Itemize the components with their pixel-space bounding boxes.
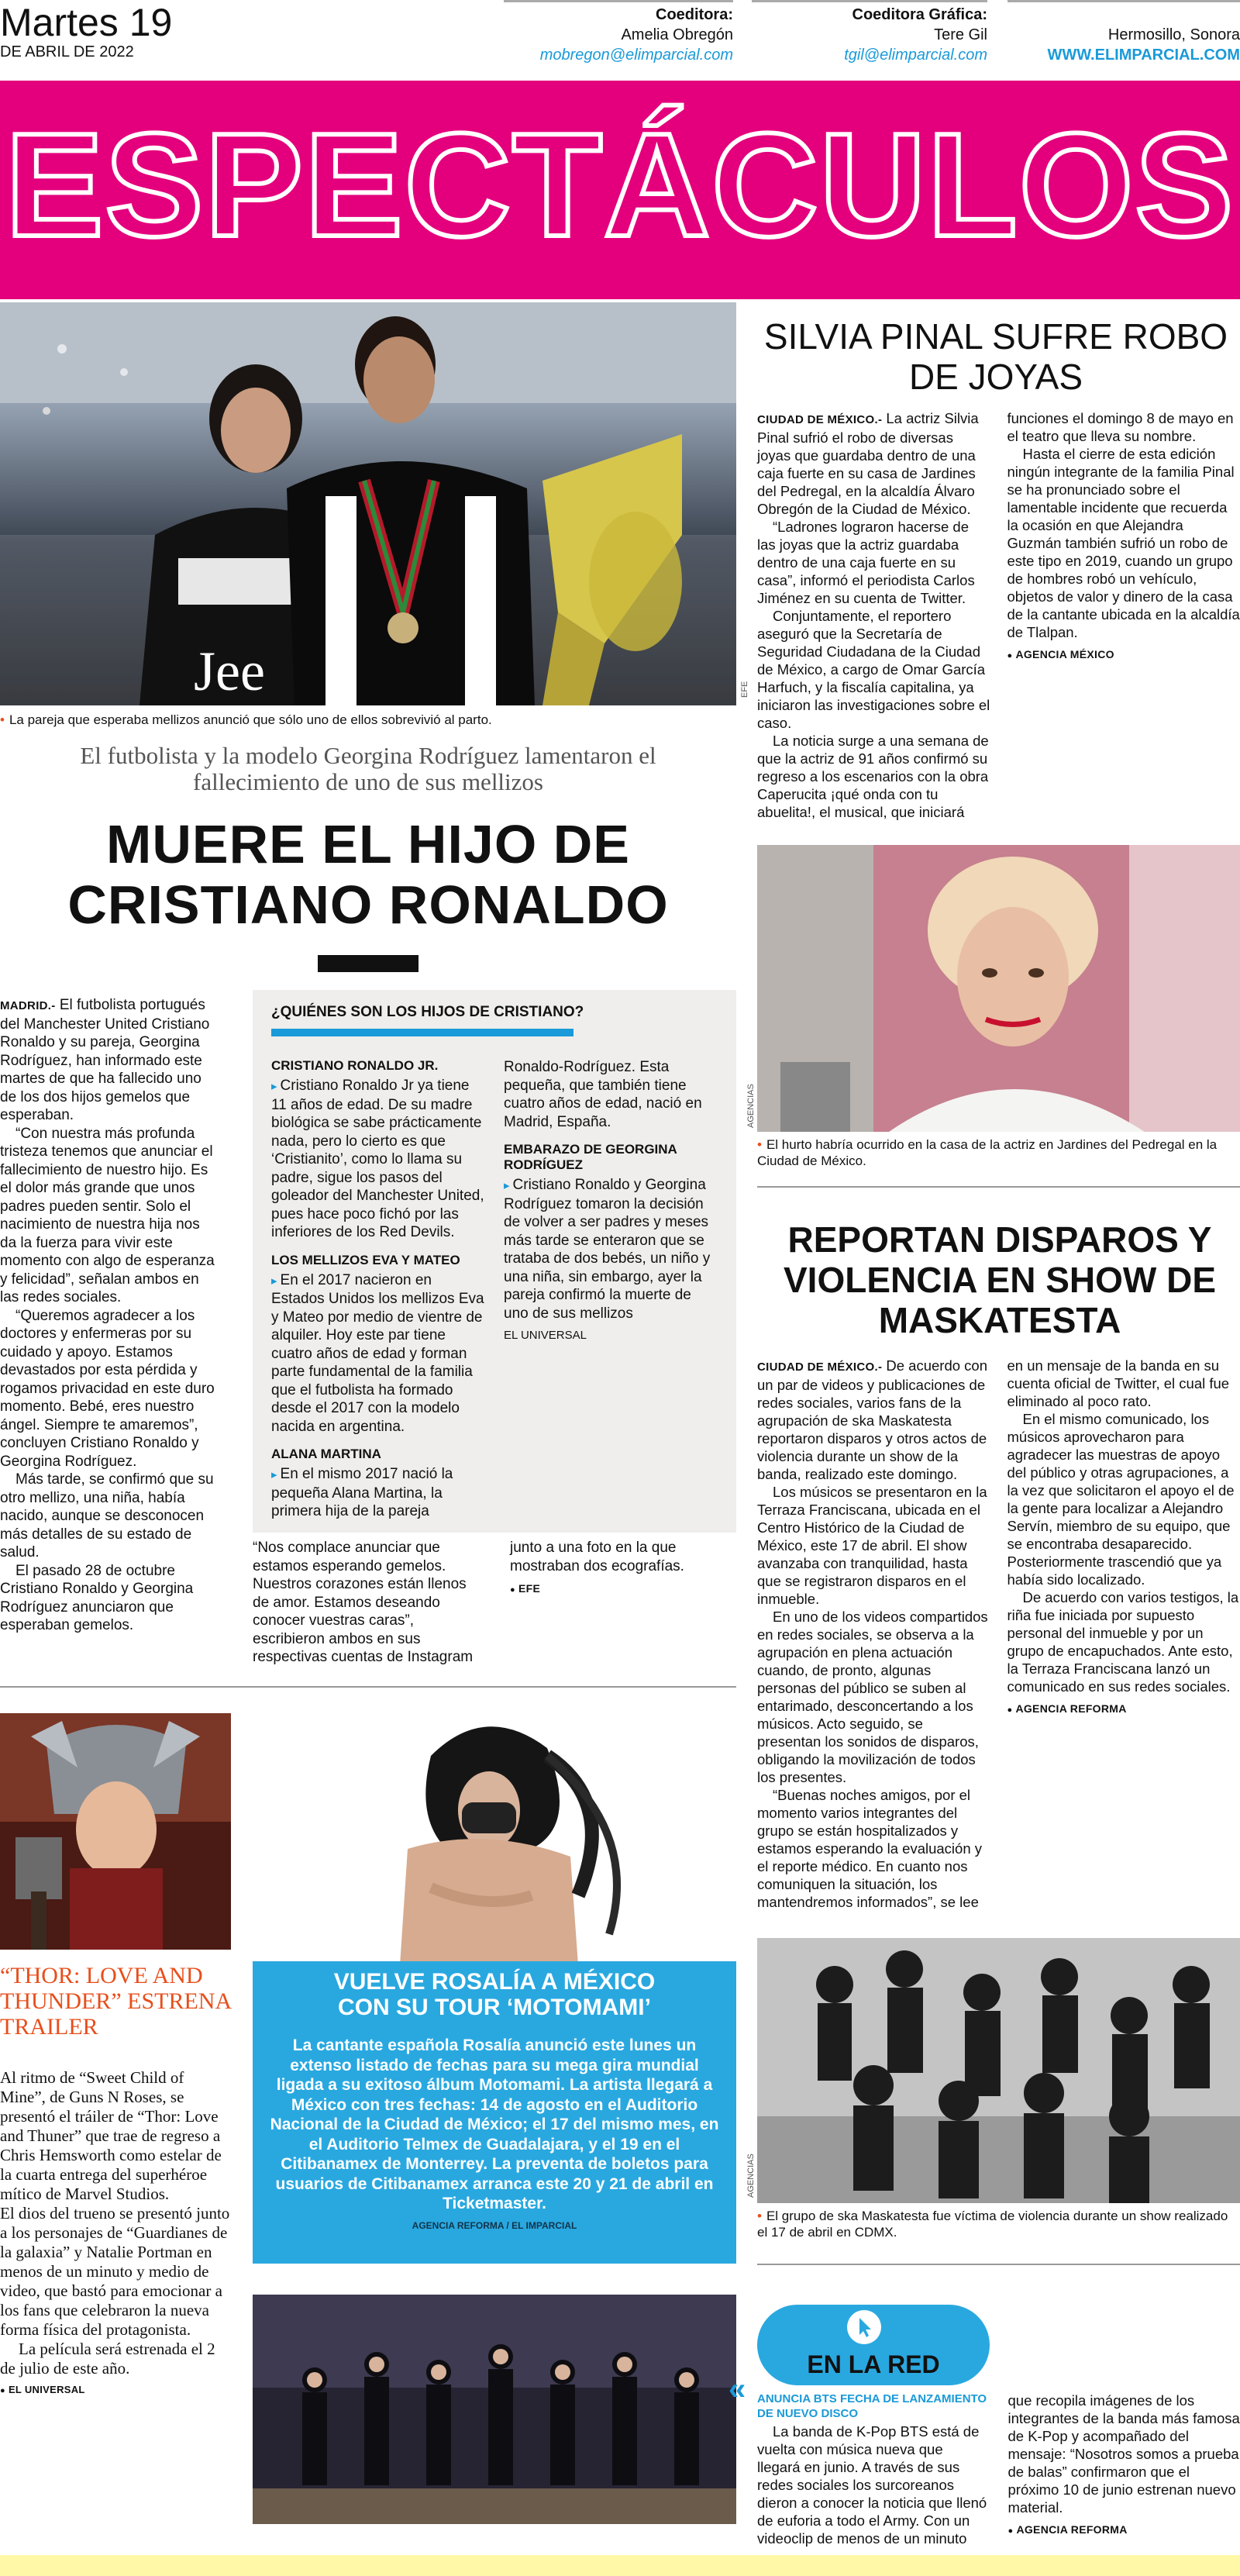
maskatesta-paragraph: Los músicos se presentaron en la Terraza Franciscana, ubicada en el Centro Histórico de la Ciudad de México, este 17 de abril. El show avanzaba con tranquilidad, hasta que se registraron disparos en el inmueble. [757, 1484, 987, 1607]
pinal-paragraph: “Ladrones lograron hacerse de las joyas que la actriz guardaba dentro de una caja fuerte en su casa”, informó el periodista Carlos Jiménez en su cuenta de Twitter. [757, 519, 975, 606]
ronaldo-paragraph: Más tarde, se confirmó que su otro mellizo, una niña, había nacido, aunque se desconocen más detalles de su estado de salud. [0, 1471, 214, 1560]
coeditora-email[interactable]: mobregon@elimparcial.com [539, 47, 733, 64]
box-section-text: ▸ Cristiano Ronaldo y Georgina Rodríguez tomaron la decisión de volver a ser padres y meses más tarde se enteraron que se trataba de dos bebés, un niño y una niña, sin embargo, ayer la pareja confirmó la muerte de uno de sus mellizos [504, 1176, 718, 1322]
ronaldo-photo-credit: EFE [740, 681, 749, 698]
thor-headline: “THOR: LOVE AND THUNDER” ESTRENA TRAILER [0, 1963, 231, 2040]
cursor-icon [847, 2310, 881, 2344]
box-section [271, 1253, 485, 1436]
caption-bullet: • [0, 712, 5, 727]
pinal-credit: ● AGENCIA MÉXICO [1008, 646, 1240, 665]
coeditora-credit [504, 5, 733, 65]
thor-paragraph: La película será estrenada el 2 de julio de este año. [0, 2340, 215, 2378]
ronaldo-body-col1 [0, 996, 219, 1635]
bts-body [757, 2392, 1240, 2554]
pinal-paragraph: La actriz Silvia Pinal sufrió el robo de diversas joyas que guardaba dentro de una caja fuerte en su casa de Jardines del Pedregal, en la alcaldía Álvaro Obregón de la Ciudad de México. [757, 410, 979, 517]
box-section-text: ▸ En el 2017 nacieron en Estados Unidos los mellizos Eva y Mateo por medio de vientre de alquiler. Hoy este par tiene cuatro años de edad y forman parte fundamental de la familia que el futbolista ha formado desde el 2017 con la modelo nacida en argentina. [271, 1271, 485, 1436]
website-link[interactable]: WWW.ELIMPARCIAL.COM [1047, 47, 1240, 64]
maskatesta-photo [757, 1938, 1240, 2203]
box-section-heading: EMBARAZO DE GEORGINA RODRÍGUEZ [504, 1142, 677, 1172]
pinal-photo-caption [757, 1136, 1240, 1169]
maskatesta-photo-caption [757, 2208, 1240, 2240]
maskatesta-paragraph: De acuerdo con un par de videos y publicaciones de redes sociales, varios fans de la agrupación de ska Maskatesta reportaron disparos y otros actos de violencia durante un show de la banda, realizado este domingo. [757, 1357, 988, 1482]
date-label: DE ABRIL DE 2022 [0, 43, 134, 60]
maskatesta-headline: REPORTAN DISPAROS Y VIOLENCIA EN SHOW DE MASKATESTA [784, 1219, 1216, 1340]
footer-strip [0, 2555, 1240, 2576]
ronaldo-photo [0, 302, 736, 705]
box-section-text: ▸ En el mismo 2017 nació la pequeña Alana Martina, la primera hija de la pareja Ronaldo-Rodríguez. Esta pequeña, que también tiene cuatro años de edad, nació en Madrid, España. [271, 1058, 718, 1523]
pinal-headline: SILVIA PINAL SUFRE ROBO DE JOYAS [763, 316, 1228, 397]
maskatesta-caption-text: El grupo de ska Maskatesta fue víctima de violencia durante un show realizado el 17 de abril en CDMX. [757, 2209, 1228, 2240]
grafica-email[interactable]: tgil@elimparcial.com [844, 47, 987, 64]
box-credit: EL UNIVERSAL [504, 1329, 587, 1342]
box-section [504, 1142, 718, 1342]
day-label: Martes 19 [0, 1, 173, 44]
pinal-paragraph: Hasta el cierre de esta edición ningún integrante de la familia Pinal se ha pronunciado sobre el lamentable incidente que recuerda la ocasión en que Alejandra Guzmán también sufrió un robo de este tipo en 2019, cuando un grupo de hombres robó un vehículo, objetos de valor y dinero de la casa de la cantante ubicada en la alcaldía de Tlalpan. [1007, 446, 1240, 640]
headline-rule [318, 955, 418, 972]
ronaldo-headline: MUERE EL HIJO DE CRISTIANO RONALDO [67, 814, 669, 935]
section-title: ESPECTÁCULOS [5, 103, 1235, 267]
rosalia-photo-art [253, 1709, 736, 1965]
box-section [271, 1058, 485, 1242]
pinal-body [757, 409, 1240, 832]
pinal-photo-art [757, 845, 1240, 1132]
pinal-photo [757, 845, 1240, 1132]
bts-credit: ● AGENCIA REFORMA [1008, 2521, 1240, 2540]
ronaldo-paragraph: El futbolista portugués del Manchester United Cristiano Ronaldo y su pareja, Georgina Rodríguez, han informado este martes de que ha fallecido uno de los dos hijos gemelos que esperaban. [0, 997, 210, 1123]
children-box-title: ¿QUIÉNES SON LOS HIJOS DE CRISTIANO? [271, 1004, 584, 1020]
pinal-paragraph: Conjuntamente, el reportero aseguró que la Secretaría de Seguridad Ciudadana de la Ciudad de México, a cargo de Omar García Harfuch, y la fiscalía capitalina, ya iniciaron las investigaciones sobre el caso. [757, 608, 990, 731]
rosalia-photo [253, 1709, 736, 1965]
ronaldo-body-cols [253, 1539, 736, 1671]
ronaldo-credit: ● EFE [510, 1580, 736, 1600]
rosalia-credit: AGENCIA REFORMA / EL IMPARCIAL [412, 2219, 577, 2231]
children-box-title-rule [271, 1029, 574, 1036]
thor-photo [0, 1713, 231, 1950]
maskatesta-paragraph: “Buenas noches amigos, por el momento varios integrantes del grupo se están hospitalizados y estamos esperando la evaluación y el reporte médico. En cuanto nos comuniquen la situación, los mantendremos informados”, se lee en un mensaje de la banda en su cuenta oficial de Twitter, el cual fue eliminado al poco rato. [757, 1357, 1230, 1910]
rosalia-text: La cantante española Rosalía anunció este lunes un extenso listado de fechas para su mega gira mundial ligada a su exitoso álbum Motomami. La artista llegará a México con tres fechas: 14 de agosto en el Auditorio Nacional de la Ciudad de México; el 17 del mismo mes, en el Auditorio Telmex de Guadalajara, y el 19 en el Citibanamex de Monterrey. La preventa de boletos para usuarios de Citibanamex arranca este 20 y 21 de abril en Ticketmaster. [270, 2036, 719, 2212]
maskatesta-photo-art [757, 1938, 1240, 2203]
caption-bullet: • [757, 1137, 762, 1152]
ronaldo-paragraph: El pasado 28 de octubre Cristiano Ronaldo y Georgina Rodríguez anunciaron que esperaban gemelos. [0, 1562, 194, 1633]
caption-bullet: • [757, 2209, 762, 2223]
grafica-name: Tere Gil [934, 26, 987, 43]
box-section-heading: CRISTIANO RONALDO JR. [271, 1058, 439, 1073]
thor-photo-art [0, 1713, 231, 1950]
maskatesta-body [757, 1357, 1240, 1923]
maskatesta-paragraph: En el mismo comunicado, los músicos aprovecharon para agradecer las muestras de apoyo del público y otras agrupaciones, a la vez que solicitaron el apoyo el de la gente para localizar a Alejandro Servín, miembro de su equipo, que se encontraba desaparecido. Posteriormente trascendió que ya había sido localizado. [1007, 1411, 1235, 1588]
ronaldo-caption-text: La pareja que esperaba mellizos anunció que sólo uno de ellos sobrevivió al parto. [9, 712, 492, 727]
ronaldo-kicker: El futbolista y la modelo Georgina Rodríguez lamentaron el fallecimiento de uno de sus mellizos [80, 742, 656, 795]
coeditora-title: Coeditora: [656, 6, 733, 23]
ronaldo-photo-art [0, 302, 736, 705]
pinal-paragraph: La noticia surge a una semana de que la actriz de 91 años confirmó su regreso a los escenarios con la obra Caperucita ¡qué onda con tu abuelita!, el musical, que iniciará funciones el domingo 8 de mayo en el teatro que lleva su nombre. [757, 410, 1234, 820]
bts-subhead: ANUNCIA BTS FECHA DE LANZAMIENTO DE NUEVO DISCO [757, 2392, 987, 2420]
ronaldo-paragraph: “Queremos agradecer a los doctores y enfermeras por su cuidado y apoyo. Estamos devastados por esta pérdida y rogamos privacidad en este duro momento. Bebé, eres nuestro ángel. Siempre te amaremos”, concluyen Cristiano Ronaldo y Georgina Rodríguez. [0, 1307, 215, 1470]
thor-credit: ● EL UNIVERSAL [0, 2380, 232, 2401]
rosalia-box [253, 1961, 736, 2264]
masthead-date [0, 0, 232, 78]
ronaldo-photo-caption [0, 712, 736, 728]
grafica-title: Coeditora Gráfica: [852, 6, 987, 23]
children-box [253, 990, 736, 1533]
section-banner [0, 81, 1240, 299]
thor-body [0, 2068, 232, 2401]
red-badge-label: EN LA RED [807, 2350, 940, 2378]
box-section-heading: ALANA MARTINA [271, 1447, 381, 1461]
maskatesta-paragraph: De acuerdo con varios testigos, la riña fue iniciada por supuesto personal del inmueble y por un grupo de encapuchados. Ante esto, la Terraza Franciscana lanzó un comunicado en sus redes sociales. [1007, 1589, 1239, 1695]
bts-photo [253, 2295, 736, 2524]
bts-photo-art [253, 2295, 736, 2524]
city-label: Hermosillo, Sonora [1107, 26, 1240, 43]
maskatesta-paragraph: En uno de los videos compartidos en redes sociales, se observa a la agrupación en plena actuación cuando, de pronto, algunas personas del público se suben al entarimado, desconcertando a los músicos. Acto seguido, se presentan los sonidos de disparos, obligando la movilización de todos los presentes. [757, 1609, 988, 1785]
box-section-heading: LOS MELLIZOS EVA Y MATEO [271, 1252, 460, 1267]
chevron-left-icon: « [728, 2372, 746, 2406]
thor-paragraph: Al ritmo de “Sweet Child of Mine”, de Guns N Roses, se presentó el tráiler de “Thor: Love and Thuner” que trae de regreso a Chris Hemsworth como estelar de la cuarta entrega del superhéroe mítico de Marvel Studios. [0, 2068, 222, 2203]
box-section-text: ▸ Cristiano Ronaldo Jr ya tiene 11 años de edad. De su madre biológica se sabe prácticamente nada, pero lo cierto es que ‘Cristianito’, como lo llama su padre, sigue los pasos del goleador del Manchester United, pues hace poco fichó por las inferiores de los Red Devils. [271, 1077, 485, 1242]
maskatesta-dateline: CIUDAD DE MÉXICO.- [757, 1360, 883, 1374]
ronaldo-paragraph: “Con nuestra más profunda tristeza tenemos que anunciar el fallecimiento de nuestro hijo. Es el dolor más grande que unos padres pueden sentir. Solo el nacimiento de nuestra hija nos da la fuerza para vivir este momento con algo de esperanza y felicidad”, señalan ambos en las redes sociales. [0, 1125, 215, 1305]
maskatesta-photo-credit: AGENCIAS [746, 2154, 756, 2198]
svg-text:Jee: Jee [194, 640, 265, 702]
rosalia-headline: VUELVE ROSALÍA A MÉXICO CON SU TOUR ‘MOTOMAMI’ [333, 1969, 656, 2020]
ronaldo-dateline: MADRID.- [0, 999, 56, 1012]
grafica-credit [752, 5, 987, 65]
coeditora-name: Amelia Obregón [621, 26, 733, 43]
pinal-photo-credit: AGENCIAS [746, 1084, 756, 1128]
pinal-dateline: CIUDAD DE MÉXICO.- [757, 413, 883, 426]
location-credit [1008, 25, 1240, 65]
bts-paragraph: La banda de K-Pop BTS está de vuelta con música nueva que llegará en junio. A través de sus redes sociales los surcoreanos dieron a conocer la noticia que llenó de euforia a todo el Army. Con un videoclip de menos de un minuto que recopila imágenes de los integrantes de la banda más famosa de K-Pop y acompañado del mensaje: “Nosotros somos a prueba de balas” confirmaron que el próximo 10 de junio estrenan nuevo material. [757, 2392, 1240, 2547]
pinal-caption-text: El hurto habría ocurrido en la casa de la actriz en Jardines del Pedregal en la Ciudad de México. [757, 1137, 1218, 1168]
thor-paragraph: El dios del trueno se presentó junto a los personajes de “Guardianes de la galaxia” y Natalie Portman en menos de un minuto y medio de video, que bastó para emocionar a los fans que celebraron la nueva forma física del protagonista. [0, 2204, 230, 2339]
maskatesta-credit: ● AGENCIA REFORMA [1008, 1700, 1240, 1719]
ronaldo-paragraph: “Nos complace anunciar que estamos esperando gemelos. Nuestros corazones están llenos de amor. Estamos deseando conocer vuestras caras”, escribieron ambos en sus respectivas cuentas de Instagram junto a una foto en la que mostraban dos ecografías. [253, 1540, 684, 1665]
